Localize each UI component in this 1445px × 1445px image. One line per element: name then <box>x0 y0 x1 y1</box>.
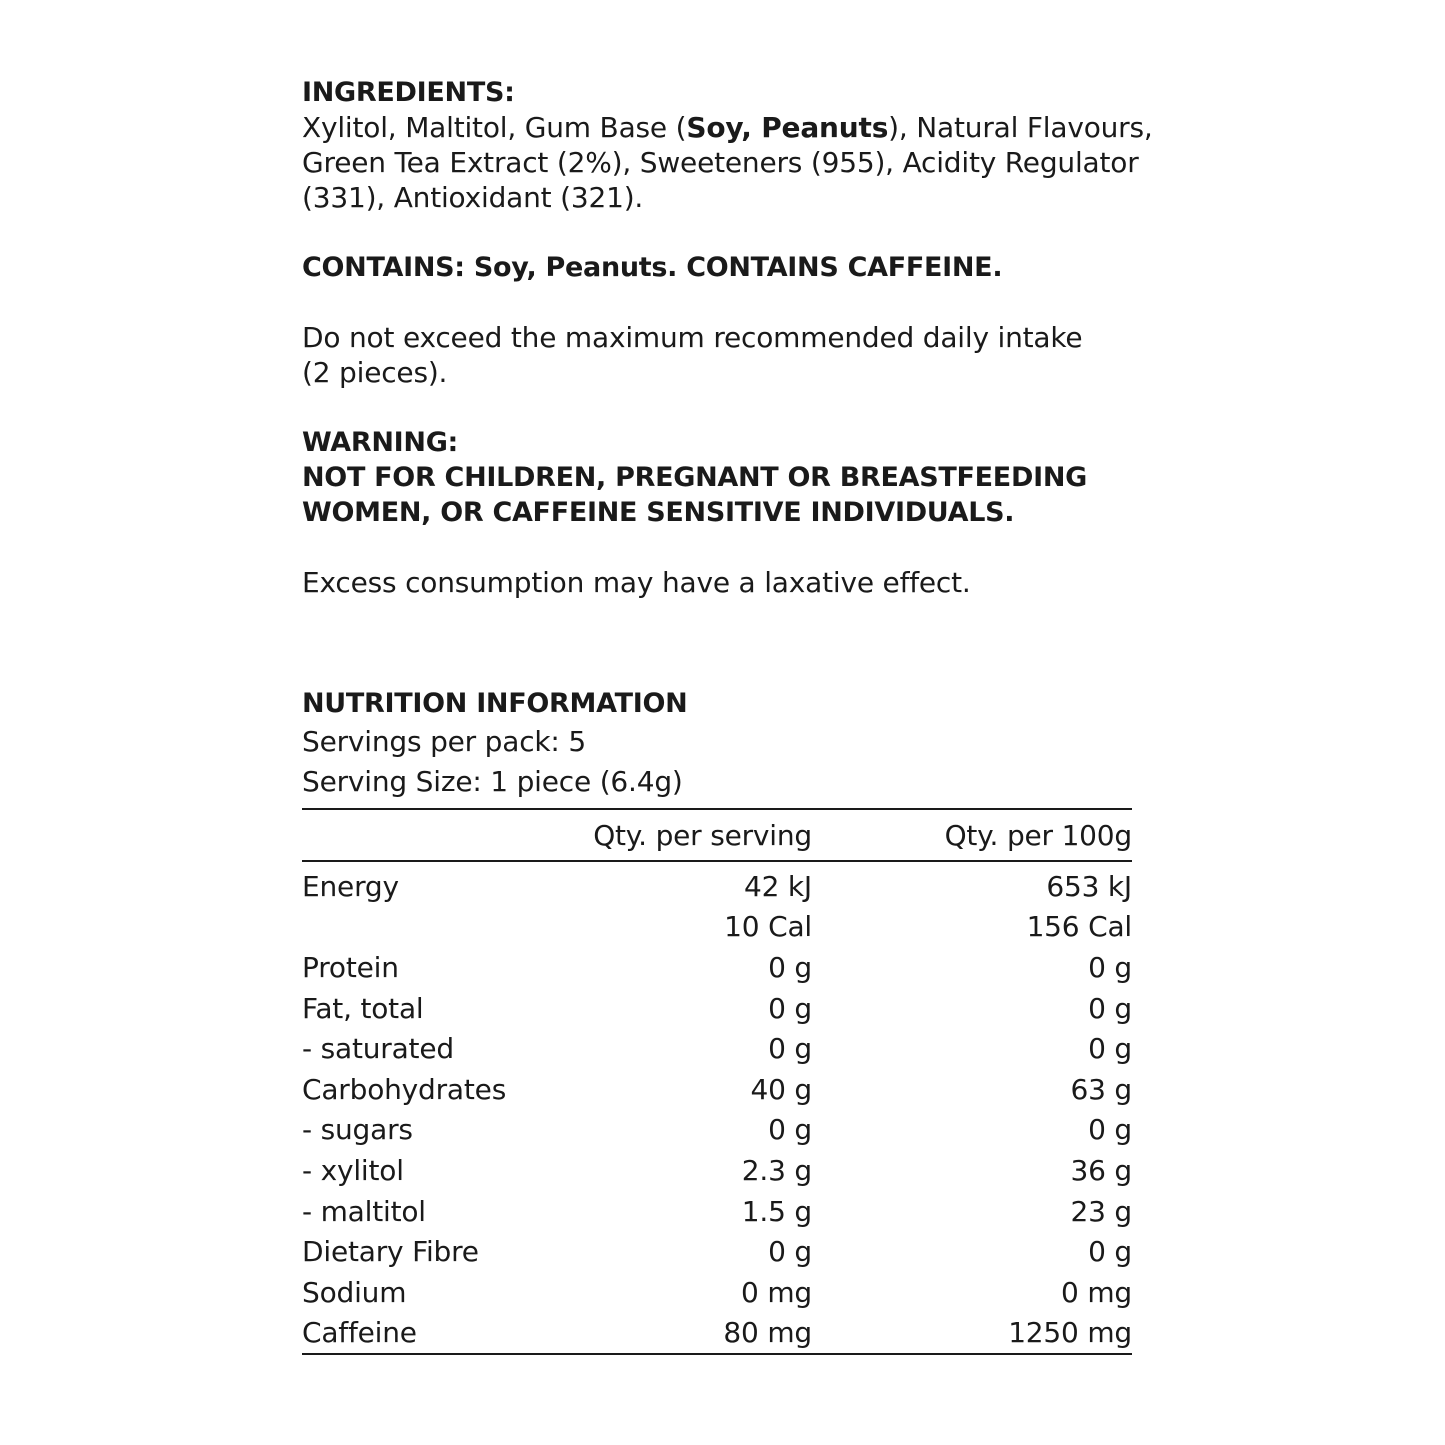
per-100g-value: 1250 mg <box>1008 1316 1132 1350</box>
table-row <box>302 1191 1132 1232</box>
per-100g-value: 63 g <box>1070 1072 1132 1106</box>
per-serving-value: 0 g <box>768 1032 812 1066</box>
nutrient-name: Sodium <box>302 1275 407 1309</box>
nutrition-panel <box>302 686 1132 1355</box>
nutrition-table <box>302 808 1132 1355</box>
per-100g-value: 0 g <box>1088 1032 1132 1066</box>
table-row <box>302 1069 1132 1110</box>
per-100g-value: 653 kJ <box>1046 869 1132 903</box>
per-serving-value: 42 kJ <box>743 869 812 903</box>
per-serving-value: 0 g <box>768 991 812 1025</box>
table-header-row <box>302 809 1132 861</box>
table-row <box>302 1313 1132 1355</box>
per-serving-value: 0 g <box>768 1113 812 1147</box>
per-100g-value: 0 mg <box>1061 1275 1132 1309</box>
nutrient-name: Protein <box>302 950 399 984</box>
table-row <box>302 1150 1132 1191</box>
per-serving-value: 40 g <box>750 1072 812 1106</box>
nutrient-name: - xylitol <box>302 1153 404 1187</box>
warning-line-1: NOT FOR CHILDREN, PREGNANT OR BREASTFEEDING <box>302 462 1087 493</box>
per-100g-value: 0 g <box>1088 1113 1132 1147</box>
ingredients-line-1-post: ), Natural Flavours, <box>888 111 1153 144</box>
column-header-nutrient <box>302 809 582 861</box>
per-serving-value: 0 g <box>768 1235 812 1269</box>
nutrient-name: Energy <box>302 869 399 903</box>
nutrient-name: Carbohydrates <box>302 1072 507 1106</box>
table-row <box>302 988 1132 1029</box>
nutrient-name: - saturated <box>302 1032 454 1066</box>
table-row <box>302 1272 1132 1313</box>
serving-size: Serving Size: 1 piece (6.4g) <box>302 765 683 798</box>
table-row <box>302 1231 1132 1272</box>
per-100g-value: 0 g <box>1088 950 1132 984</box>
ingredients-allergens: Soy, Peanuts <box>686 111 889 144</box>
table-row <box>302 907 1132 948</box>
warning-heading: WARNING: <box>302 427 459 458</box>
laxative-warning: Excess consumption may have a laxative effect. <box>302 566 971 599</box>
column-header-per-serving: Qty. per serving <box>582 809 812 861</box>
per-serving-value: 80 mg <box>723 1316 812 1350</box>
ingredients-line-2: Green Tea Extract (2%), Sweeteners (955), Acidity Regulator <box>302 146 1139 179</box>
per-100g-value: 23 g <box>1070 1194 1132 1228</box>
per-serving-value: 10 Cal <box>724 910 812 944</box>
nutrient-name: Fat, total <box>302 991 424 1025</box>
per-serving-value: 1.5 g <box>741 1194 812 1228</box>
ingredients-line-1-pre: Xylitol, Maltitol, Gum Base ( <box>302 111 687 144</box>
ingredients-line-1 <box>302 110 1153 145</box>
column-header-per-100g: Qty. per 100g <box>812 809 1132 861</box>
per-100g-value: 0 g <box>1088 991 1132 1025</box>
nutrient-name: Dietary Fibre <box>302 1235 479 1269</box>
nutrition-heading: NUTRITION INFORMATION <box>302 688 688 719</box>
per-100g-value: 156 Cal <box>1026 910 1132 944</box>
nutrient-name: - sugars <box>302 1113 413 1147</box>
intake-line-1: Do not exceed the maximum recommended daily intake <box>302 321 1083 354</box>
contains-statement: CONTAINS: Soy, Peanuts. CONTAINS CAFFEINE. <box>302 252 1003 283</box>
per-serving-value: 0 g <box>768 950 812 984</box>
ingredients-line-3: (331), Antioxidant (321). <box>302 181 644 214</box>
per-100g-value: 0 g <box>1088 1235 1132 1269</box>
ingredients-heading: INGREDIENTS: <box>302 77 515 108</box>
servings-per-pack: Servings per pack: 5 <box>302 725 586 758</box>
per-serving-value: 0 mg <box>741 1275 812 1309</box>
table-row <box>302 1110 1132 1151</box>
per-serving-value: 2.3 g <box>741 1153 812 1187</box>
warning-line-2: WOMEN, OR CAFFEINE SENSITIVE INDIVIDUALS. <box>302 497 1015 528</box>
nutrient-name: - maltitol <box>302 1194 426 1228</box>
table-row <box>302 861 1132 907</box>
nutrient-name <box>302 907 582 948</box>
table-row <box>302 1028 1132 1069</box>
nutrient-name: Caffeine <box>302 1316 417 1350</box>
per-100g-value: 36 g <box>1070 1153 1132 1187</box>
intake-line-2: (2 pieces). <box>302 356 448 389</box>
label-text <box>302 75 1153 600</box>
table-row <box>302 947 1132 988</box>
